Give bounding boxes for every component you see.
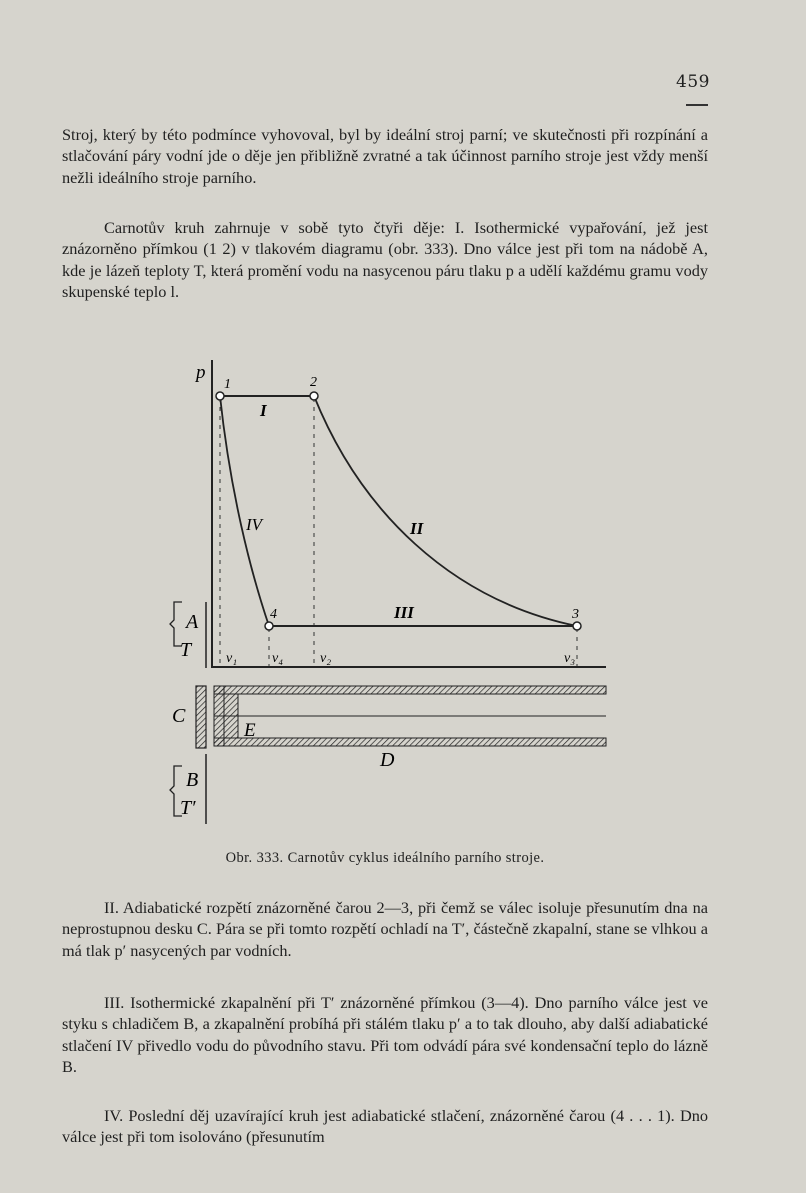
curve-label-1: I	[260, 401, 267, 420]
point-4	[265, 622, 273, 630]
cylinder-bottom-wall	[214, 738, 606, 746]
curve-label-3: III	[394, 603, 414, 622]
paragraph-3: II. Adiabatické rozpětí znázorněné čarou 2—3, při čemž se válec isoluje přesunutím dna na neprostupnou desku C. Pára se při tomto rozpětí ochladí na T′, částečně zkapalní, stane se vlhkou a má tlak p′ nasycených par vodních.	[62, 898, 708, 960]
piston-e-label: E	[244, 720, 256, 741]
cylinder-top-wall	[214, 686, 606, 694]
point-1	[216, 392, 224, 400]
point-2	[310, 392, 318, 400]
plate-c-label: C	[172, 705, 186, 727]
bath-a-temperature: T	[180, 639, 192, 661]
figure-caption: Obr. 333. Carnotův cyklus ideálního parního stroje.	[225, 850, 545, 866]
bath-b-temperature: T′	[180, 797, 196, 819]
point-3-label: 3	[572, 607, 579, 622]
volume-label-1: v₁	[226, 651, 238, 666]
point-2-label: 2	[310, 375, 317, 390]
point-1-label: 1	[224, 377, 231, 392]
bath-a-label: A	[186, 611, 199, 633]
piston-e	[224, 694, 238, 738]
adiabat-4-1	[220, 396, 269, 626]
paragraph-5: IV. Poslední děj uzavírající kruh jest adiabatické stlačení, znázorněné čarou (4 . . . 1). Dno válce jest při tom isolováno (přesunutím	[62, 1106, 708, 1147]
adiabat-2-3	[314, 396, 577, 626]
paragraph-4: III. Isothermické zkapalnění při T′ znázorněné přímkou (3—4). Dno parního válce jest ve styku s chladičem B, a zkapalnění probíhá při stálém tlaku p′ a to tak dlouho, aby další adiabatické stlačení IV přivedlo vodu do původního stavu. Při tom odvádí pára své kondensační teplo do lázně B.	[62, 993, 708, 1077]
volume-label-4: v₄	[272, 651, 284, 666]
paragraph-1: Stroj, který by této podmínce vyhovoval, byl by ideální stroj parní; ve skutečnosti při rozpínání a stlačování páry vodní jde o děje jen přibližně zvratné a tak účinnost parního stroje jest vždy menší nežli ideálního stroje parního.	[62, 125, 708, 187]
figure-drawing	[160, 350, 620, 830]
carnot-cycle-figure	[160, 350, 620, 830]
paragraph-2: Carnotův kruh zahrnuje v sobě tyto čtyři děje: I. Isothermické vypařování, jež jest znázorněno přímkou (1 2) v tlakovém diagramu (obr. 333). Dno válce jest při tom na nádobě A, kde je lázeň teploty T, která promění vodu na nasycenou páru tlaku p a udělí každému gramu vody skupenské teplo l.	[62, 218, 708, 302]
plate-c	[196, 686, 206, 748]
curve-label-4: IV	[246, 515, 263, 534]
p-axis-label: p	[196, 362, 206, 383]
curve-label-2: II	[410, 519, 424, 538]
point-3	[573, 622, 581, 630]
volume-label-3: v₃	[564, 651, 576, 666]
cylinder-d-label: D	[380, 749, 395, 771]
page-number: 459	[640, 72, 710, 92]
volume-label-2: v₂	[320, 651, 332, 666]
point-4-label: 4	[270, 607, 277, 622]
bath-b-label: B	[186, 769, 199, 791]
